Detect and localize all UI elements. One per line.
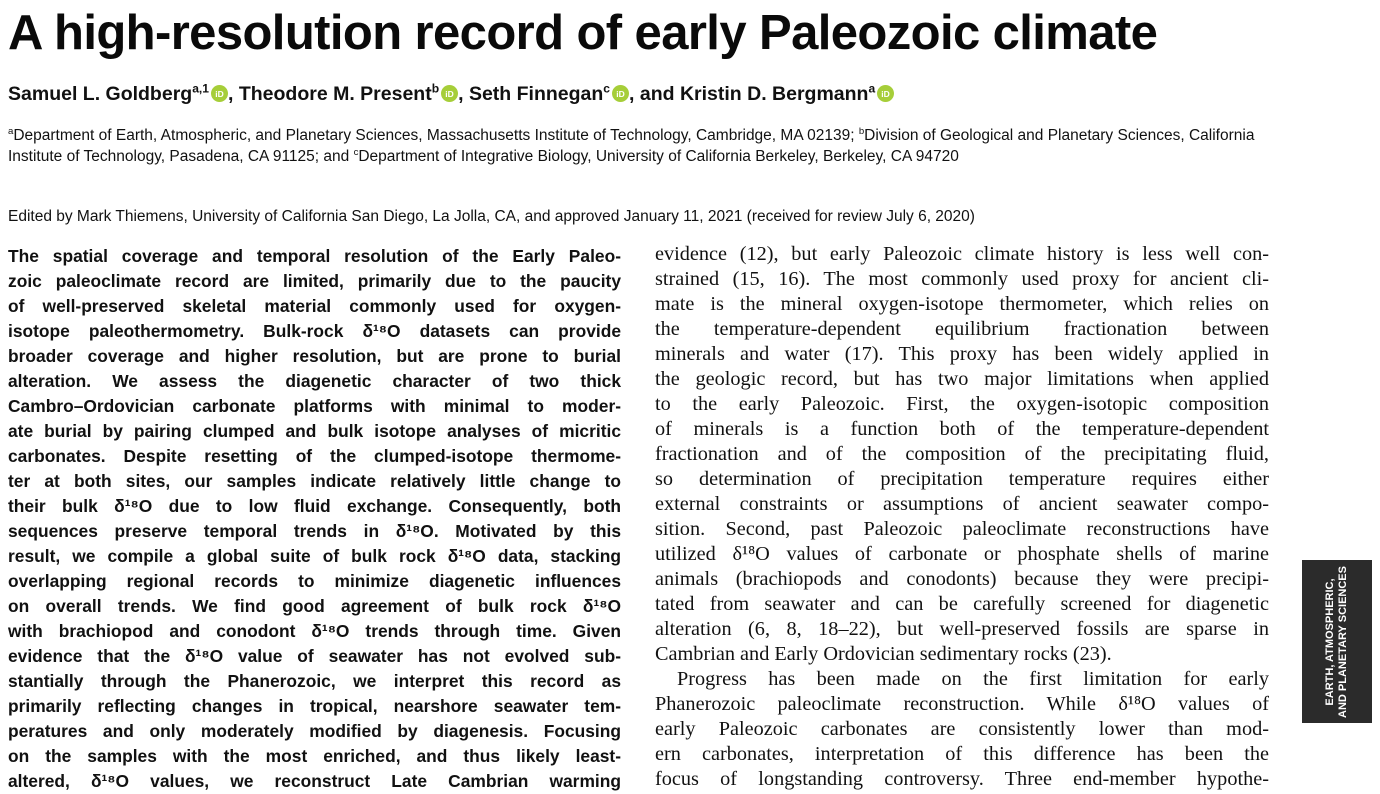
body-text-line: animals (brachiopods and conodonts) because they were precipi- bbox=[655, 568, 1269, 590]
body-text-line: strained (15, 16). The most commonly used proxy for ancient cli- bbox=[655, 268, 1269, 290]
body-text-line: external constraints or assumptions of ancient seawater compo- bbox=[655, 493, 1269, 515]
body-text-line: early Paleozoic carbonates are consistently lower than mod- bbox=[655, 718, 1269, 740]
author[interactable]: Kristin D. Bergmann$^a$ bbox=[679, 81, 876, 105]
author[interactable]: Theodore M. Present$^b$ bbox=[238, 81, 440, 105]
edited-by-line: Edited by Mark Thiemens, University of California San Diego, La Jolla, CA, and approved January 11, 2021 (received for review July 6, 2020) bbox=[8, 208, 975, 225]
abstract-line: of well-preserved skeletal material commonly used for oxygen- bbox=[8, 296, 621, 316]
svg-text:iD: iD bbox=[445, 88, 454, 99]
abstract-line: Cambro–Ordovician carbonate platforms with minimal to moder- bbox=[8, 396, 621, 416]
svg-text:iD: iD bbox=[215, 88, 224, 99]
abstract-line: on overall trends. We find good agreement of bulk rock δ¹⁸O bbox=[8, 596, 621, 616]
body-text-line: the temperature-dependent equilibrium fractionation between bbox=[655, 318, 1269, 340]
abstract-line: The spatial coverage and temporal resolution of the Early Paleo- bbox=[8, 246, 621, 266]
abstract bbox=[8, 244, 621, 791]
author-list: Samuel L. Goldberg$^{a,1}$ iD , Theodore M. Present$^b$ iD , Seth Finnegan$^c$ iD , and Kristin D. Bergmann$^a$ iD bbox=[8, 80, 894, 108]
article-title: A high-resolution record of early Paleozoic climate bbox=[8, 6, 1158, 60]
body-text-line: to the early Paleozoic. First, the oxygen-isotopic composition bbox=[655, 393, 1269, 415]
abstract-line: isotope paleothermometry. Bulk-rock δ¹⁸O datasets can provide bbox=[8, 321, 621, 341]
body-text-line: tated from seawater and can be carefully screened for diagenetic bbox=[655, 593, 1269, 615]
svg-text:iD: iD bbox=[881, 88, 890, 99]
body-text-line: fractionation and of the composition of the precipitating fluid, bbox=[655, 443, 1269, 465]
abstract-line: overlapping regional records to minimize diagenetic influences bbox=[8, 571, 621, 591]
orcid-icon[interactable] bbox=[211, 82, 228, 99]
svg-text:iD: iD bbox=[616, 88, 625, 99]
body-text-line: so determination of precipitation temperature requires either bbox=[655, 468, 1269, 490]
abstract-line: with brachiopod and conodont δ¹⁸O trends through time. Given bbox=[8, 621, 621, 641]
section-tab bbox=[1302, 560, 1372, 723]
abstract-line: altered, δ¹⁸O values, we reconstruct Late Cambrian warming bbox=[8, 771, 621, 791]
body-text-line: Progress has been made on the first limitation for early bbox=[677, 668, 1269, 690]
orcid-icon[interactable] bbox=[877, 82, 894, 99]
abstract-line: peratures and only moderately modified by diagenesis. Focusing bbox=[8, 721, 621, 741]
abstract-line: broader coverage and higher resolution, but are prone to burial bbox=[8, 346, 621, 366]
abstract-line: primarily reflecting changes in tropical, nearshore seawater tem- bbox=[8, 696, 621, 716]
abstract-line: zoic paleoclimate record are limited, primarily due to the paucity bbox=[8, 271, 621, 291]
section-tab-line: AND PLANETARY SCIENCES bbox=[1337, 565, 1349, 718]
author[interactable]: Samuel L. Goldberg$^{a,1}$ bbox=[8, 81, 209, 105]
body-text-line: minerals and water (17). This proxy has been widely applied in bbox=[655, 343, 1269, 365]
abstract-line: their bulk δ¹⁸O due to low fluid exchange. Consequently, both bbox=[8, 496, 621, 516]
body-text-line: the geologic record, but has two major limitations when applied bbox=[655, 368, 1269, 390]
body-text-line: Phanerozoic paleoclimate reconstruction. While δ¹⁸O values of bbox=[655, 693, 1269, 715]
body-text-line: utilized δ¹⁸O values of carbonate or phosphate shells of marine bbox=[655, 543, 1269, 565]
body-text-line: evidence (12), but early Paleozoic climate history is less well con- bbox=[655, 243, 1269, 265]
abstract-line: result, we compile a global suite of bulk rock δ¹⁸O data, stacking bbox=[8, 546, 621, 566]
abstract-line: ter at both sites, our samples indicate relatively little change to bbox=[8, 471, 621, 491]
affiliations: $^a$Department of Earth, Atmospheric, and Planetary Sciences, Massachusetts Institute of Technology, Cambridge, MA 02139; $^b$Division of Geological and Planetary Sciences, California Institute of Technology, Pasadena, CA 91125; and $^c$Department of Integrative Biology, University of California Berkeley, Berkeley, CA 94720 bbox=[8, 125, 1255, 165]
body-text-line: mate is the mineral oxygen-isotope thermometer, which relies on bbox=[655, 293, 1269, 315]
body-text-line: alteration (6, 8, 18–22), but well-preserved fossils are sparse in bbox=[655, 618, 1269, 640]
body-text-line: Cambrian and Early Ordovician sedimentary rocks (23). bbox=[655, 643, 1112, 665]
body-text-column bbox=[655, 242, 1269, 790]
abstract-line: evidence that the δ¹⁸O value of seawater has not evolved sub- bbox=[8, 646, 621, 666]
body-text-line: of minerals is a function both of the temperature-dependent bbox=[655, 418, 1269, 440]
section-tab-line: EARTH, ATMOSPHERIC, bbox=[1324, 577, 1336, 706]
abstract-line: sequences preserve temporal trends in δ¹⁸O. Motivated by this bbox=[8, 521, 621, 541]
body-text-line: focus of longstanding controversy. Three end-member hypothe- bbox=[655, 768, 1269, 790]
abstract-line: ate burial by pairing clumped and bulk isotope analyses of micritic bbox=[8, 421, 621, 441]
orcid-icon[interactable] bbox=[612, 82, 629, 99]
body-text-line: sition. Second, past Paleozoic paleoclimate reconstructions have bbox=[655, 518, 1269, 540]
body-text-line: ern carbonates, interpretation of this difference has been the bbox=[655, 743, 1269, 765]
abstract-line: stantially through the Phanerozoic, we interpret this record as bbox=[8, 671, 621, 691]
abstract-line: alteration. We assess the diagenetic character of two thick bbox=[8, 371, 621, 391]
orcid-icon[interactable] bbox=[441, 82, 458, 99]
abstract-line: carbonates. Despite resetting of the clumped-isotope thermome- bbox=[8, 446, 621, 466]
author[interactable]: Seth Finnegan$^c$ bbox=[468, 81, 611, 105]
abstract-line: on the samples with the most enriched, and thus likely least- bbox=[8, 746, 621, 766]
